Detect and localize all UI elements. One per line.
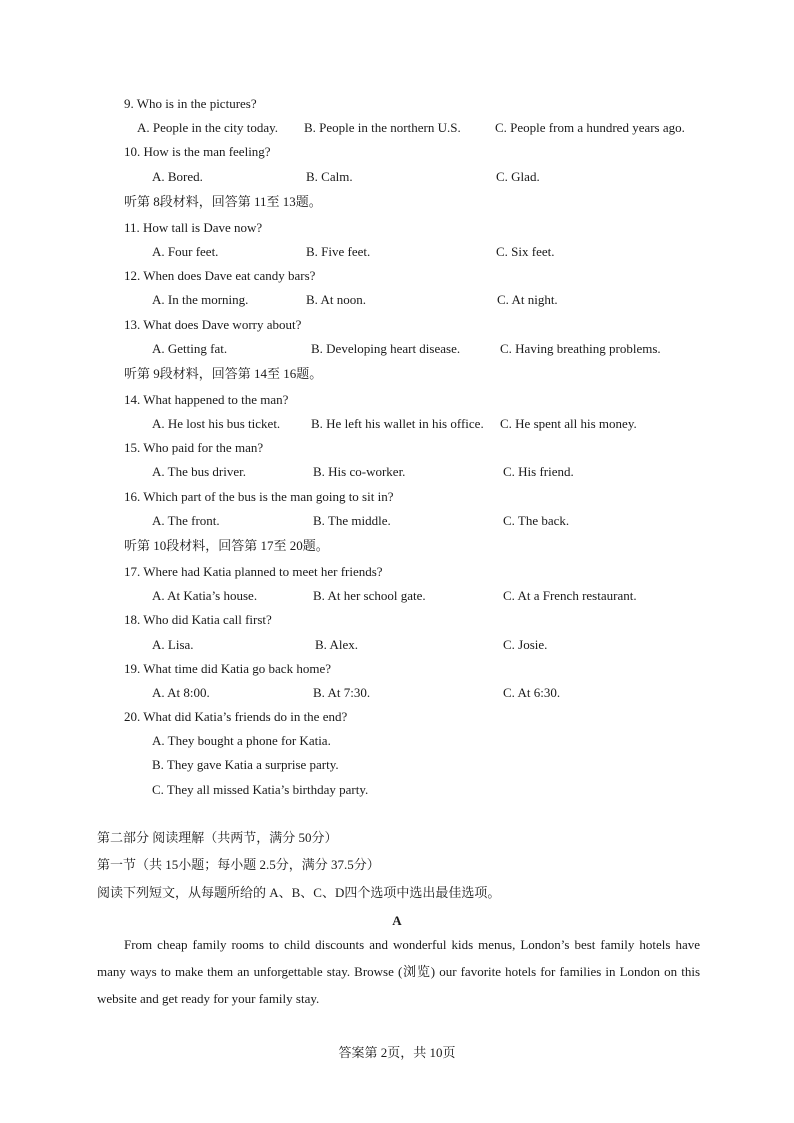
option-19c: C. At 6:30. [503, 685, 561, 700]
option-19a: A. At 8:00. [152, 685, 210, 700]
section-instruction-10: 听第 10段材料，回答第 17至 20题。 [124, 538, 329, 553]
option-9b: B. People in the northern U.S. [304, 120, 461, 135]
option-18b: B. Alex. [315, 637, 358, 652]
option-11b: B. Five feet. [306, 244, 371, 259]
option-16c: C. The back. [503, 513, 570, 528]
option-19b: B. At 7:30. [313, 685, 371, 700]
option-15b: B. His co-worker. [313, 464, 406, 479]
option-16b: B. The middle. [313, 513, 391, 528]
option-12a: A. In the morning. [152, 292, 249, 307]
option-13b: B. Developing heart disease. [311, 341, 461, 356]
option-17c: C. At a French restaurant. [503, 588, 637, 603]
option-20a: A. They bought a phone for Katia. [152, 733, 331, 748]
question-19: 19. What time did Katia go back home? [124, 661, 331, 676]
section-heading: 第一节（共 15小题；每小题 2.5分，满分 37.5分） [97, 857, 380, 872]
option-13a: A. Getting fat. [152, 341, 228, 356]
option-14b: B. He left his wallet in his office. [311, 416, 484, 431]
question-9: 9. Who is in the pictures? [124, 96, 257, 111]
question-16: 16. Which part of the bus is the man going to sit in? [124, 489, 394, 504]
option-11c: C. Six feet. [496, 244, 555, 259]
option-16a: A. The front. [152, 513, 220, 528]
option-14c: C. He spent all his money. [500, 416, 637, 431]
question-17: 17. Where had Katia planned to meet her friends? [124, 564, 383, 579]
question-10: 10. How is the man feeling? [124, 144, 271, 159]
option-10c: C. Glad. [496, 169, 540, 184]
option-20b: B. They gave Katia a surprise party. [152, 757, 339, 772]
reading-instruction: 阅读下列短文，从每题所给的 A、B、C、D四个选项中选出最佳选项。 [97, 885, 501, 900]
option-13c: C. Having breathing problems. [500, 341, 661, 356]
option-10a: A. Bored. [152, 169, 203, 184]
option-15c: C. His friend. [503, 464, 574, 479]
option-18c: C. Josie. [503, 637, 548, 652]
passage-paragraph [97, 931, 700, 1012]
question-20: 20. What did Katia’s friends do in the end? [124, 709, 348, 724]
part-heading: 第二部分 阅读理解（共两节，满分 50分） [97, 830, 338, 845]
option-11a: A. Four feet. [152, 244, 219, 259]
option-14a: A. He lost his bus ticket. [152, 416, 281, 431]
page-footer: 答案第 2页，共 10页 [338, 1045, 456, 1060]
option-10b: B. Calm. [306, 169, 353, 184]
option-9a: A. People in the city today. [137, 120, 279, 135]
option-20c: C. They all missed Katia’s birthday party. [152, 782, 369, 797]
option-9c: C. People from a hundred years ago. [495, 120, 685, 135]
question-14: 14. What happened to the man? [124, 392, 289, 407]
question-15: 15. Who paid for the man? [124, 440, 264, 455]
option-15a: A. The bus driver. [152, 464, 246, 479]
option-12b: B. At noon. [306, 292, 366, 307]
option-17a: A. At Katia’s house. [152, 588, 258, 603]
question-12: 12. When does Dave eat candy bars? [124, 268, 316, 283]
option-17b: B. At her school gate. [313, 588, 426, 603]
passage-text: From cheap family rooms to child discounts and wonderful kids menus, London’s best family hotels have many ways to make them an unforgettable stay. Browse (浏览) our favorite hotels for families in London on this website and get ready for your family stay. [97, 937, 700, 1006]
question-18: 18. Who did Katia call first? [124, 612, 272, 627]
passage-title: A [392, 913, 402, 928]
question-11: 11. How tall is Dave now? [124, 220, 263, 235]
question-13: 13. What does Dave worry about? [124, 317, 302, 332]
section-instruction-8: 听第 8段材料，回答第 11至 13题。 [124, 194, 322, 209]
option-18a: A. Lisa. [152, 637, 194, 652]
section-instruction-9: 听第 9段材料，回答第 14至 16题。 [124, 366, 323, 381]
option-12c: C. At night. [497, 292, 558, 307]
